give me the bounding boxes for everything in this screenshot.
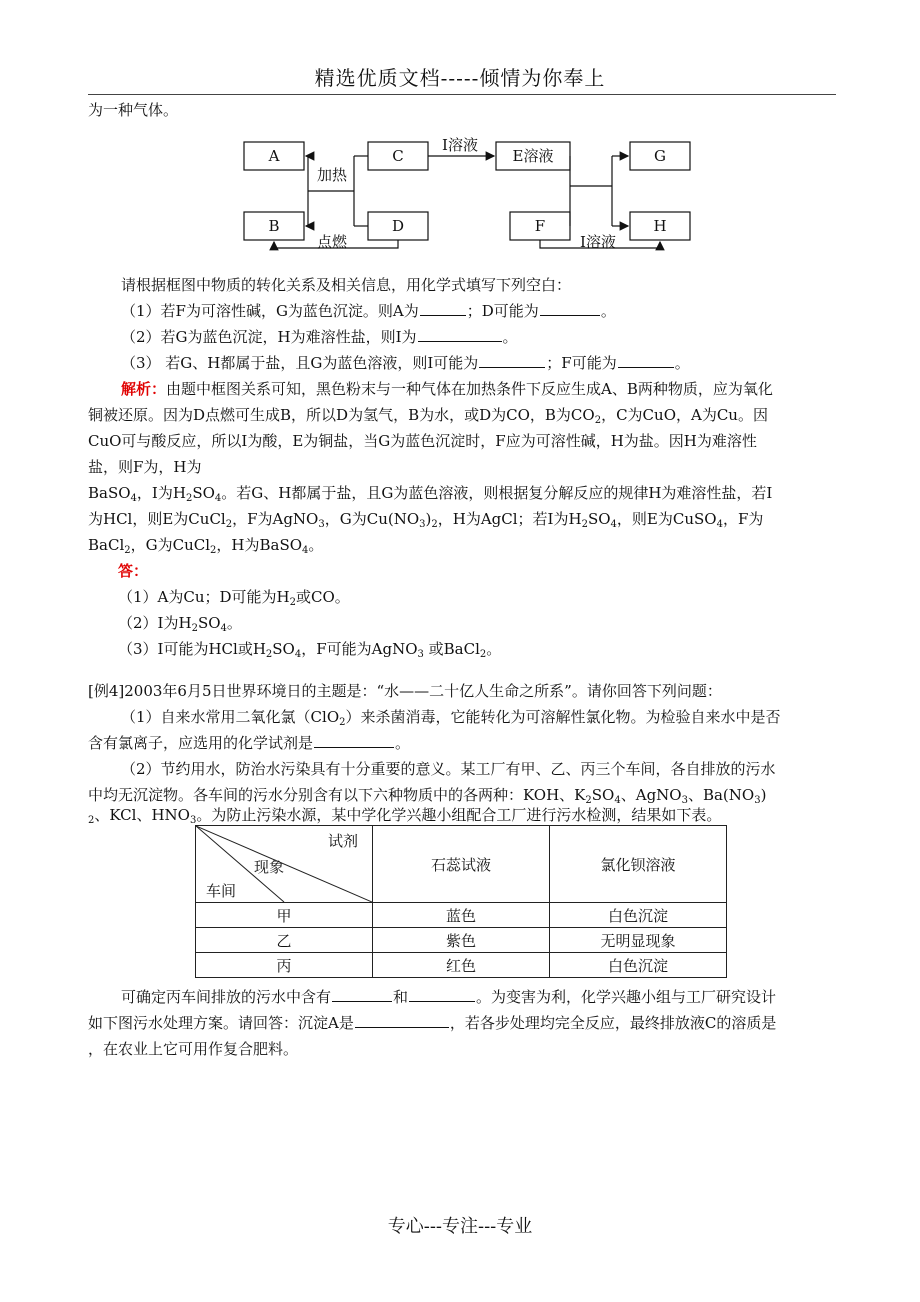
analysis-line-2: 铜被还原。因为D点燃可生成B，所以D为氢气，B为水，或D为CO，B为$CO_2$，C为CuO，A为Cu。因: [88, 406, 768, 426]
corner-workshop: 车间: [206, 882, 237, 900]
cell-litmus: 蓝色: [373, 903, 550, 928]
question-3: （3） 若G、H都属于盐，且G为蓝色溶液，则I可能为 ；F可能为 。: [121, 354, 690, 372]
reaction-diagram: [230, 130, 700, 260]
analysis-label: 解析：: [121, 380, 167, 398]
answer-label: 答：: [118, 562, 149, 580]
cell-bacl2: 白色沉淀: [550, 953, 727, 978]
analysis-line-1: 解析：由题中框图关系可知，黑色粉末与一种气体在加热条件下反应生成A、B两种物质，应为氧化: [121, 380, 773, 398]
table-row: [196, 928, 727, 953]
box-c-label: C: [392, 147, 404, 165]
question-2: （2）若G为蓝色沉淀，H为难溶性盐，则I为 。: [121, 328, 518, 346]
header-litmus: 石蕊试液: [373, 826, 550, 903]
example4-p2-line-3: $_2$、KCl、$HNO_3$。为防止污染水源，某中学化学兴趣小组配合工厂进行污水检测，结果如下表。: [88, 806, 722, 826]
label-i-bottom: I溶液: [580, 233, 616, 251]
example4-title: [例4]2003年6月5日世界环境日的主题是：“水——二十亿人生命之所系”。请你回答下列问题：: [88, 682, 722, 700]
table-corner-cell: [196, 826, 373, 903]
example4-p2-line-2: 中均无沉淀物。各车间的污水分别含有以下六种物质中的各两种：KOH、$K_2SO_4$、AgNO$_3$、$Ba(NO_3)$: [88, 786, 767, 806]
cell-litmus: 紫色: [373, 928, 550, 953]
analysis-line-5: BaSO$_4$，I为$H_2SO_4$。若G、H都属于盐，且G为蓝色溶液，则根据复分解反应的规律H为难溶性盐，若I: [88, 484, 773, 504]
table-header-row: [196, 826, 727, 903]
intro-line: 为一种气体。: [88, 101, 179, 119]
cell-workshop: 丙: [196, 953, 373, 978]
conclusion-line-3: ，在农业上它可用作复合肥料。: [88, 1040, 299, 1058]
cell-litmus: 红色: [373, 953, 550, 978]
question-1: （1）若F为可溶性碱，G为蓝色沉淀。则A为 ；D可能为 。: [121, 302, 616, 320]
box-b-label: B: [268, 217, 280, 235]
conclusion-line-2: 如下图污水处理方案。请回答：沉淀A是 ，若各步处理均完全反应，最终排放液C的溶质是: [88, 1014, 777, 1032]
example4-p1-line-2: 含有氯离子，应选用的化学试剂是 。: [88, 734, 411, 752]
analysis-line-6: 为HCl，则E为CuCl$_2$，F为AgNO$_3$，G为$Cu(NO_3)_2$，H为AgCl；若I为$H_2SO_4$，则E为CuSO$_4$，F为: [88, 510, 764, 530]
page-header: 精选优质文档-----倾情为你奉上: [314, 66, 606, 90]
box-f-label: F: [534, 217, 546, 235]
box-g-label: G: [654, 147, 666, 165]
label-heat: 加热: [316, 166, 348, 184]
label-i-top: I溶液: [442, 136, 478, 154]
cell-bacl2: 白色沉淀: [550, 903, 727, 928]
header-bacl2: 氯化钡溶液: [550, 826, 727, 903]
header-rule: [88, 94, 836, 95]
answer-1: （1）A为Cu；D可能为$H_2$或CO。: [118, 588, 350, 608]
box-a-label: A: [268, 147, 280, 165]
results-table: [195, 825, 727, 978]
cell-workshop: 乙: [196, 928, 373, 953]
cell-bacl2: 无明显现象: [550, 928, 727, 953]
example4-p2-line-1: （2）节约用水，防治水污染具有十分重要的意义。某工厂有甲、乙、丙三个车间，各自排放的污水: [121, 760, 776, 778]
table-row: [196, 903, 727, 928]
table-row: [196, 953, 727, 978]
box-h-label: H: [653, 217, 667, 235]
answer-2: （2）I为$H_2SO_4$。: [118, 614, 242, 634]
corner-reagent: 试剂: [327, 832, 358, 850]
answer-3: （3）I可能为HCl或$H_2SO_4$，F可能为AgNO$_3$ 或BaCl$_2$。: [118, 640, 502, 660]
conclusion-line-1: 可确定丙车间排放的污水中含有 和 。为变害为利，化学兴趣小组与工厂研究设计: [121, 988, 777, 1006]
example4-p1-line-1: （1）自来水常用二氧化氯（ClO$_2$）来杀菌消毒，它能转化为可溶解性氯化物。为检验自来水中是否: [121, 708, 781, 728]
analysis-line-3: CuO可与酸反应，所以I为酸，E为铜盐，当G为蓝色沉淀时，F应为可溶性碱，H为盐。因H为难溶性: [88, 432, 757, 450]
page-footer: 专心---专注---专业: [387, 1216, 533, 1237]
label-ignite: 点燃: [316, 233, 348, 251]
question-prompt: 请根据框图中物质的转化关系及相关信息，用化学式填写下列空白：: [121, 276, 572, 294]
cell-workshop: 甲: [196, 903, 373, 928]
corner-phenomenon: 现象: [254, 858, 285, 876]
box-e-label: E溶液: [512, 147, 554, 165]
analysis-line-7: BaCl$_2$，G为CuCl$_2$，H为BaSO$_4$。: [88, 536, 324, 556]
analysis-line-4: 盐，则F为，H为: [88, 458, 202, 476]
box-d-label: D: [391, 217, 405, 235]
